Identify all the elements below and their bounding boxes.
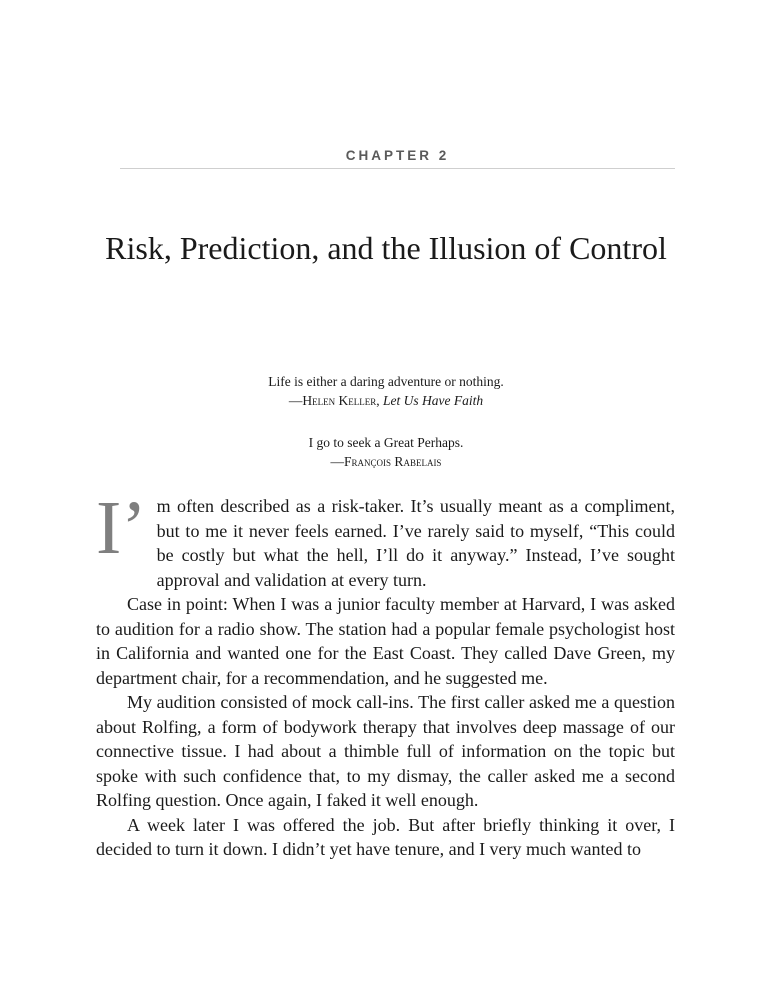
epigraph [96,372,676,410]
body-text [96,486,675,862]
attribution-separator: , [376,393,383,408]
epigraph-attribution [96,391,676,410]
epigraph-quote: I go to seek a Great Perhaps. [308,435,464,450]
epigraph-author: Helen Keller [302,393,377,408]
paragraph: My audition consisted of mock call-ins. The first caller asked me a question about Rolfing, a form of bodywork therapy that involves deep massage of our connective tissue. I had about a thimble full of information on the topic but spoke with such confidence that, to my dismay, the caller asked me a second Rolfing question. Once again, I faked it well enough. [96,692,675,810]
chapter-label: CHAPTER 2 [345,148,450,163]
epigraph-attribution [96,452,676,471]
attribution-dash: — [288,393,303,408]
drop-cap: I’ [96,486,147,570]
paragraph: Case in point: When I was a junior faculty member at Harvard, I was asked to audition for a radio show. The station had a popular female psychologist host in California and wanted one for the East Coast. They called Dave Green, my department chair, for a recommendation, and he suggested me. [96,594,675,688]
chapter-divider [120,168,675,169]
attribution-dash: — [330,454,345,469]
epigraph-work: Let Us Have Faith [382,393,484,408]
epigraph-quote: Life is either a daring adventure or nothing. [268,374,504,389]
paragraph [96,486,675,592]
chapter-title: Risk, Prediction, and the Illusion of Control [105,230,667,266]
epigraph-author: François Rabelais [344,454,442,469]
epigraph [96,433,676,471]
paragraph-text: m often described as a risk-taker. It’s usually meant as a compliment, but to me it never feels earned. I’ve rarely said to myself, “This could be costly but what the hell, I’ll do it anyway.” Instead, I’ve sought approval and validation at every turn. [156,496,675,590]
paragraph: A week later I was offered the job. But after briefly thinking it over, I decided to turn it down. I didn’t yet have tenure, and I very much wanted to [96,814,675,859]
